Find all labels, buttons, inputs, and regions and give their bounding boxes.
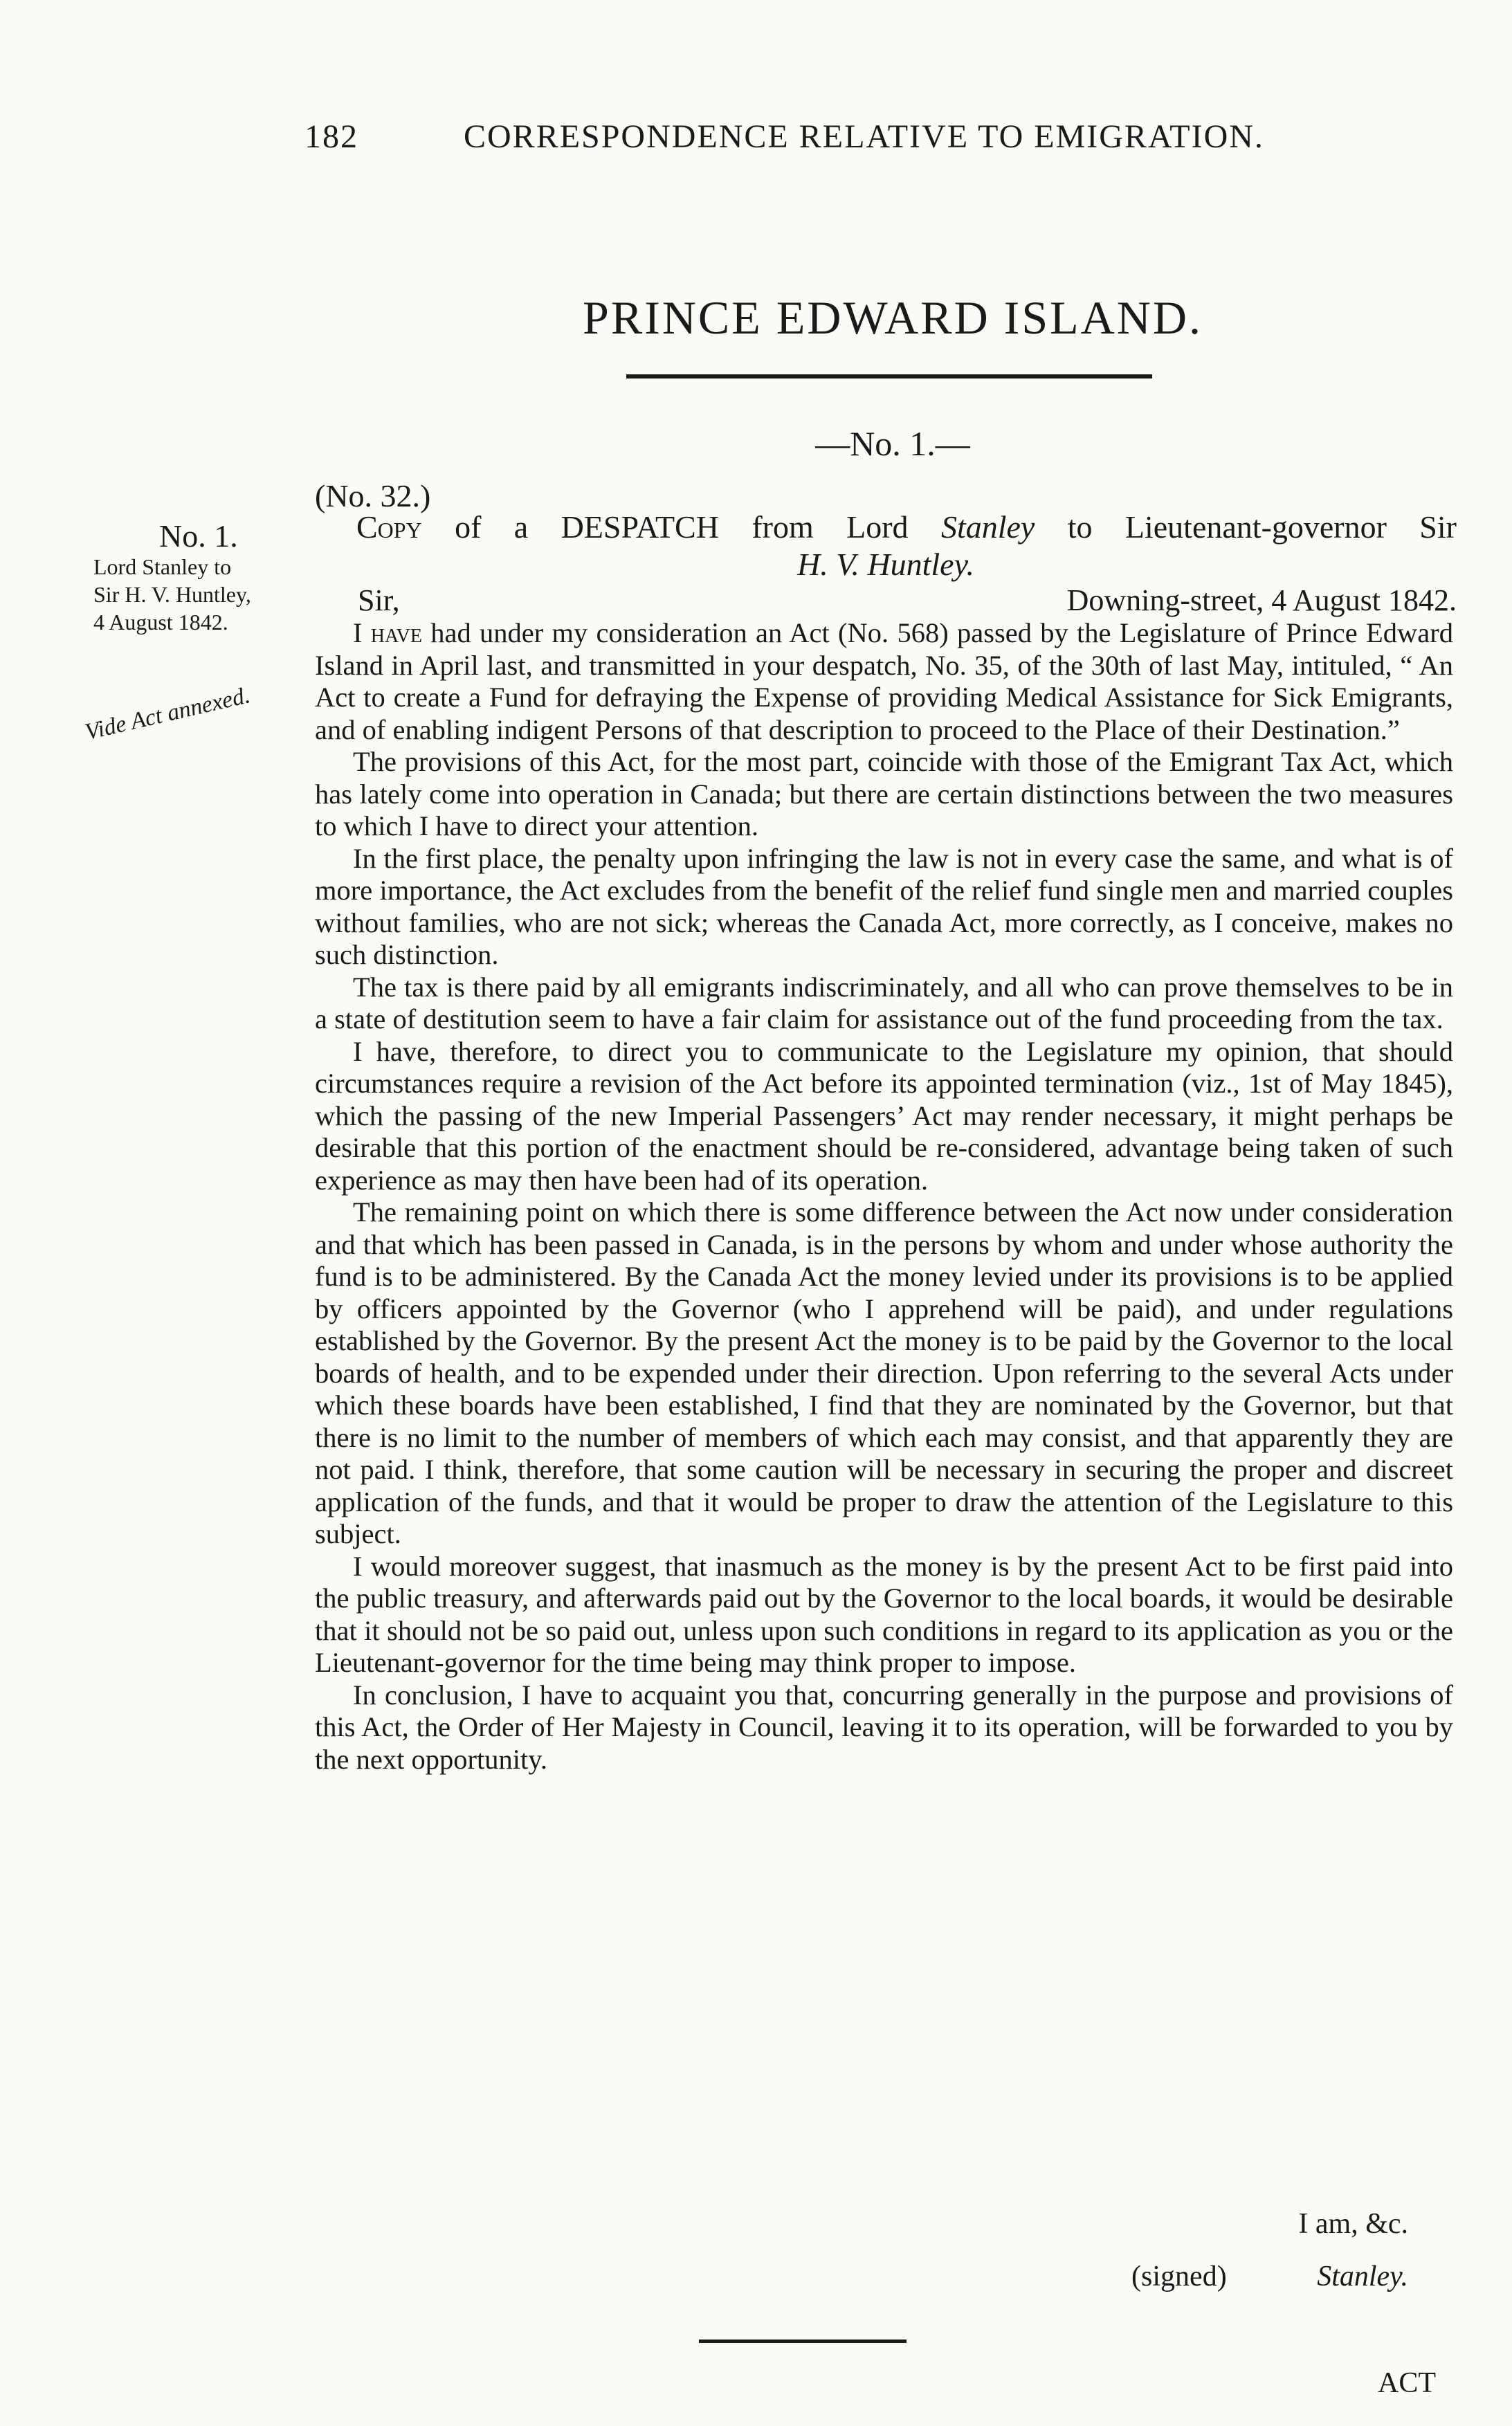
margin-note-number: No. 1. [159,518,238,554]
paragraph: In the first place, the penalty upon infringing the law is not in every case the same, and what is of more importance, the Act excludes from the benefit of the relief fund single men and married couples without families, who are not sick; whereas the Canada Act, more correctly, as I conceive, makes no such distinction. [315,842,1453,970]
paragraph: I would moreover suggest, that inasmuch as the money is by the present Act to be first paid into the public treasury, and afterwards paid out by the Governor to the local boards, it would be desirable that it should not be so paid out, unless upon such conditions in regard to its application as you or the Lieutenant-governor for the time being may think proper to impose. [315,1550,1453,1678]
heading-of-a: of a [455,509,529,545]
heading-line-1 [315,509,1457,546]
paragraph: The provisions of this Act, for the most part, coincide with those of the Emigrant Tax Act, which has lately come into operation in Canada; but there are certain distinctions between the two measures to which I have to direct your attention. [315,746,1453,841]
heading-to: to Lieutenant-governor Sir [1067,509,1457,545]
catchword: ACT [1378,2367,1436,2399]
page-number: 182 [304,118,358,155]
despatch-number: (No. 32.) [315,478,431,513]
despatch-word: DESPATCH [561,509,719,545]
sender-name: Stanley [940,509,1035,545]
paragraph: The tax is there paid by all emigrants indiscriminately, and all who can prove themselves to be in a state of destitution seem to have a fair claim for assistance out of the fund proceeding from the tax. [315,971,1453,1034]
title-rule [626,374,1152,379]
paragraph-text: had under my consideration an Act (No. 568) passed by the Legislature of Prince Edward Island in April last, and transmitted in your despatch, No. 35, of the 30th of last May, intituled, “ An Act to create a Fund for defraying the Expense of providing Medical Assistance for Sick Emigrants, and of enabling indigent Persons of that description to proceed to the Place of their Destination.” [315,617,1453,745]
running-title: CORRESPONDENCE RELATIVE TO EMIGRATION. [464,118,1264,155]
salutation: Sir, [358,583,400,617]
margin-note-line: Lord Stanley to [93,554,232,579]
end-rule [699,2340,907,2343]
vide-act-annexed-note: Vide Act annexed. [82,682,253,746]
signature-line [315,2260,1408,2293]
letter-body [315,617,1453,1776]
recipient-name: H. V. Huntley. [797,547,974,582]
paragraph: I have, therefore, to direct you to communicate to the Legislature my opinion, that should circumstances require a revision of the Act before its appointed termination (viz., 1st of May 1845), which the passing of the new Imperial Passengers’ Act may render necessary, it might perhaps be desirable that this portion of the enactment should be re-considered, advantage being taken of such experience as may then have been had of its operation. [315,1035,1453,1196]
closing [315,2207,1408,2293]
margin-note [93,518,315,636]
signature: Stanley. [1317,2261,1408,2292]
date-line: Downing-street, 4 August 1842. [1066,583,1457,617]
heading-from-lord: from Lord [752,509,909,545]
margin-note-line: Sir H. V. Huntley, [93,582,251,607]
closing-i-am: I am, &c. [1298,2208,1408,2240]
paragraph-lead: I have [353,617,422,648]
margin-note-line: 4 August 1842. [93,610,228,635]
signed-label: (signed) [1131,2261,1227,2292]
paragraph: The remaining point on which there is some difference between the Act now under consideration and that which has been passed in Canada, is in the persons by whom and under whose authority the fund is to be administered. By the Canada Act the money levied under its provisions is to be applied by officers appointed by the Governor (who I apprehend will be paid), and under regulations established by the Governor. By the present Act the money is to be paid by the Governor to the local boards of health, and to be expended under their direction. Upon referring to the several Acts under which these boards have been established, I find that they are nominated by the Governor, but that there is no limit to the number of members of which each may consist, and that apparently they are not paid. I think, therefore, that some caution will be necessary in securing the proper and discreet application of the funds, and that it would be proper to draw the attention of the Legislature to this subject. [315,1196,1453,1549]
paragraph [315,617,1453,746]
document-number: —No. 1.— [815,424,970,463]
despatch-heading [315,509,1457,583]
section-title: PRINCE EDWARD ISLAND. [583,291,1203,344]
paragraph: In conclusion, I have to acquaint you that, concurring generally in the purpose and provisions of this Act, the Order of Her Majesty in Council, leaving it to its operation, will be forwarded to you by the next opportunity. [315,1679,1453,1775]
copy-word: Copy [356,509,422,545]
